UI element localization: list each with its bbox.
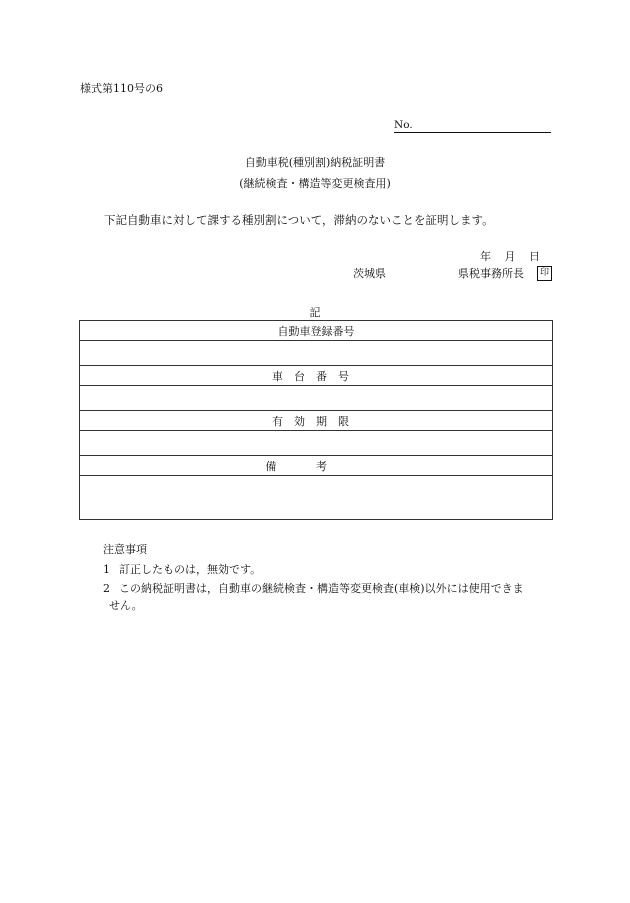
notes-heading: 注意事項: [103, 543, 147, 556]
date-day-label: 日: [529, 250, 540, 263]
remarks-header: 備考: [80, 456, 553, 476]
validity-period-header: 有効期限: [80, 411, 553, 431]
registration-number-value: [80, 341, 553, 366]
document-title: 自動車税(種別割)納税証明書: [244, 156, 386, 169]
note-1-text: 訂正したものは，無効です。: [119, 563, 262, 576]
certificate-number-label: No.: [394, 119, 413, 131]
vehicle-record-table: [79, 320, 553, 520]
note-2-text: この納税証明書は，自動車の継続検査・構造等変更検査(車検)以外には使用できま: [119, 582, 524, 595]
note-item-2: [103, 582, 524, 596]
issuer-prefecture: 茨城県: [353, 267, 386, 280]
issue-date: [480, 250, 540, 264]
certificate-number-field: [394, 118, 551, 133]
note-1-number: 1: [103, 563, 110, 576]
note-2-number: 2: [103, 582, 110, 595]
registration-number-header: 自動車登録番号: [80, 321, 553, 341]
date-year-label: 年: [480, 250, 491, 263]
seal-mark: 印: [537, 266, 552, 281]
date-month-label: 月: [504, 250, 516, 263]
remarks-value: [80, 476, 553, 520]
issuer-office: 県税事務所長: [458, 267, 524, 280]
note-item-1: [103, 563, 261, 577]
certification-statement: 下記自動車に対して課する種別割について，滞納のないことを証明します。: [104, 213, 494, 227]
validity-period-value: [80, 431, 553, 456]
record-label: 記: [309, 306, 321, 319]
note-item-2-continued: せん。: [109, 599, 143, 612]
form-number: 様式第110号の6: [80, 82, 163, 95]
chassis-number-header: 車台番号: [80, 366, 553, 386]
chassis-number-value: [80, 386, 553, 411]
document-subtitle: (継続検査・構造等変更検査用): [239, 177, 391, 190]
